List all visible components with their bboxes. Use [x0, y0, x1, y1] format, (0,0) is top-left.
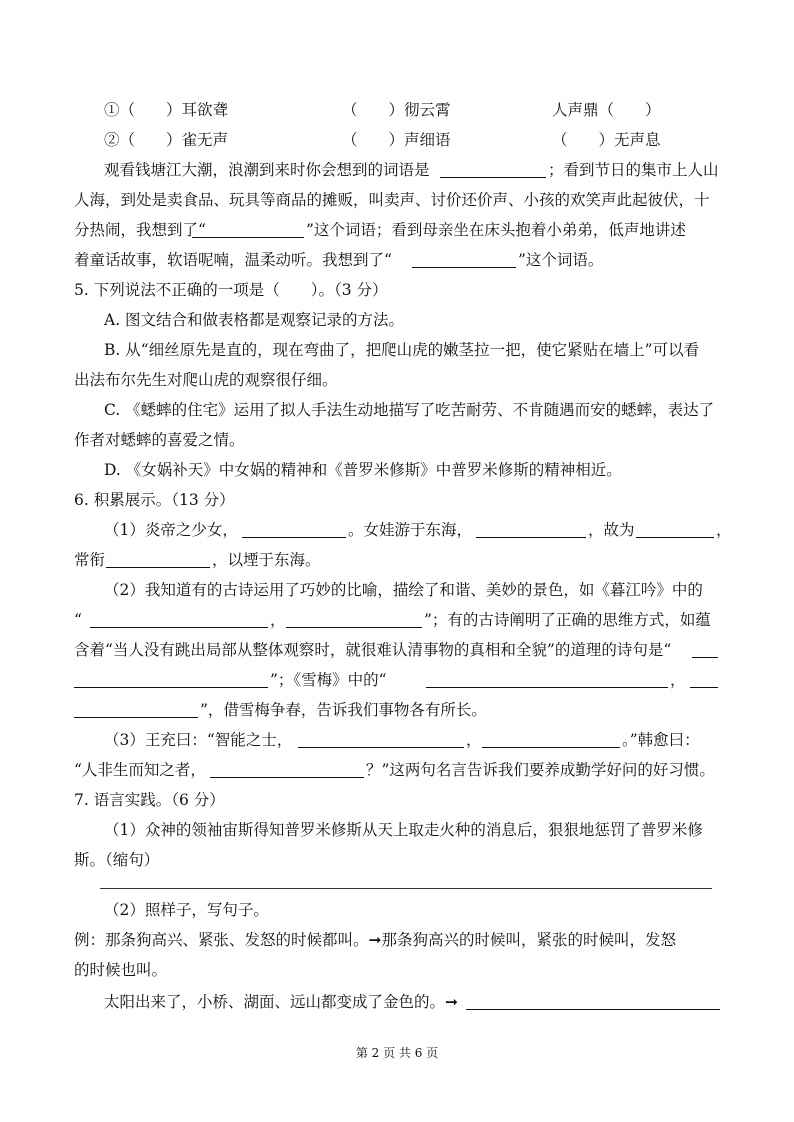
q5-option-b-line1: B. 从“细丝原先是直的，现在弯曲了，把爬山虎的嫩茎拉一把，使它紧贴在墙上”可以看	[104, 341, 700, 359]
blank[interactable]	[210, 762, 364, 778]
text: （1）炎帝之少女，	[104, 521, 238, 539]
text: 太阳出来了，小桥、湖面、远山都变成了金色的。➞	[104, 993, 458, 1011]
text: ，	[270, 611, 286, 629]
idiom-1c: 人声鼎（ ）	[552, 101, 661, 119]
text: ，故为	[588, 521, 635, 539]
blank[interactable]	[692, 642, 718, 658]
q5-option-c-line2: 作者对蟋蟀的喜爱之情。	[74, 431, 245, 449]
text: 含着“当人没有跳出局部从整体观察时，就很难认清事物的真相和全貌”的道理的诗句是“	[74, 641, 672, 659]
text: ，	[716, 521, 732, 539]
text: ”这个词语。	[518, 251, 604, 269]
idiom-1a: ①（ ）耳欲聋	[104, 101, 229, 119]
example-line-2: 的时候也叫。	[74, 961, 168, 979]
text: ；看到节日的集市上人山	[548, 161, 719, 179]
idiom-2b: （ ）声细语	[342, 131, 451, 149]
page-footer: 第 2 页 共 6 页	[355, 1046, 439, 1060]
q5-title: 5. 下列说法不正确的一项是（ ）。（3 分）	[74, 281, 388, 299]
text: “	[74, 611, 82, 629]
idiom-2a: ②（ ）雀无声	[104, 131, 229, 149]
idiom-1b: （ ）彻云霄	[342, 101, 451, 119]
q5-option-d: D. 《女娲补天》中女娲的精神和《普罗米修斯》中普罗米修斯的精神相近。	[104, 461, 622, 479]
text: 分热闹，我想到了“	[74, 221, 206, 239]
blank[interactable]	[74, 702, 198, 718]
answer-line[interactable]	[100, 888, 712, 889]
q6-title: 6. 积累展示。（13 分）	[74, 491, 235, 509]
blank[interactable]	[426, 672, 668, 688]
text: ”，借雪梅争春，告诉我们事物各有所长。	[200, 701, 487, 719]
text: ，以堙于东海。	[212, 551, 321, 569]
blank[interactable]	[412, 252, 516, 268]
q5-option-a: A. 图文结合和做表格都是观察记录的方法。	[104, 311, 405, 329]
blank[interactable]	[440, 162, 546, 178]
text: ，	[670, 671, 686, 689]
text: 观看钱塘江大潮，浪潮到来时你会想到的词语是	[104, 161, 430, 179]
blank[interactable]	[298, 732, 464, 748]
blank[interactable]	[90, 612, 268, 628]
blank[interactable]	[106, 552, 210, 568]
blank[interactable]	[74, 672, 268, 688]
blank[interactable]	[476, 522, 586, 538]
text: 斯。（缩句）	[74, 851, 160, 869]
text: “人非生而知之者，	[74, 761, 206, 779]
blank[interactable]	[192, 222, 304, 238]
blank[interactable]	[466, 994, 720, 1010]
text: （2）我知道有的古诗运用了巧妙的比喻，描绘了和谐、美妙的景色，如《暮江吟》中的	[104, 581, 703, 599]
text: ”；有的古诗阐明了正确的思维方式，如蕴	[424, 611, 711, 629]
text: 常衔	[74, 551, 106, 569]
blank[interactable]	[482, 732, 620, 748]
text: ”；《雪梅》中的“	[270, 671, 387, 689]
example-line-1: 例：那条狗高兴、紧张、发怒的时候都叫。➞那条狗高兴的时候叫，紧张的时候叫，发怒	[74, 931, 676, 949]
idiom-2c: （ ）无声息	[552, 131, 661, 149]
text: ，	[466, 731, 482, 749]
text: 。”韩愈曰：	[622, 731, 700, 749]
text: （2）照样子，写句子。	[104, 901, 269, 919]
blank[interactable]	[242, 522, 346, 538]
text: （3）王充曰：“智能之士，	[104, 731, 293, 749]
text: ”这个词语；看到母亲坐在床头抱着小弟弟，低声地讲述	[306, 221, 686, 239]
blank[interactable]	[636, 522, 714, 538]
text: ？”这两句名言告诉我们要养成勤学好问的好习惯。	[366, 761, 715, 779]
blank[interactable]	[690, 672, 718, 688]
q7-title: 7. 语言实践。（6 分）	[74, 791, 225, 809]
q5-option-b-line2: 出法布尔先生对爬山虎的观察很仔细。	[74, 371, 338, 389]
blank[interactable]	[286, 612, 422, 628]
q5-option-c-line1: C. 《蟋蟀的住宅》运用了拟人手法生动地描写了吃苦耐劳、不肯随遇而安的蟋蟀，表达了	[104, 401, 715, 419]
text: 人海，到处是卖食品、玩具等商品的摊贩，叫卖声、讨价还价声、小孩的欢笑声此起彼伏，十	[74, 191, 710, 209]
text: 着童话故事，软语呢喃，温柔动听。我想到了“	[74, 251, 392, 269]
text: （1）众神的领袖宙斯得知普罗米修斯从天上取走火种的消息后，狠狠地惩罚了普罗米修	[104, 821, 703, 839]
text: 。女娃游于东海，	[348, 521, 473, 539]
